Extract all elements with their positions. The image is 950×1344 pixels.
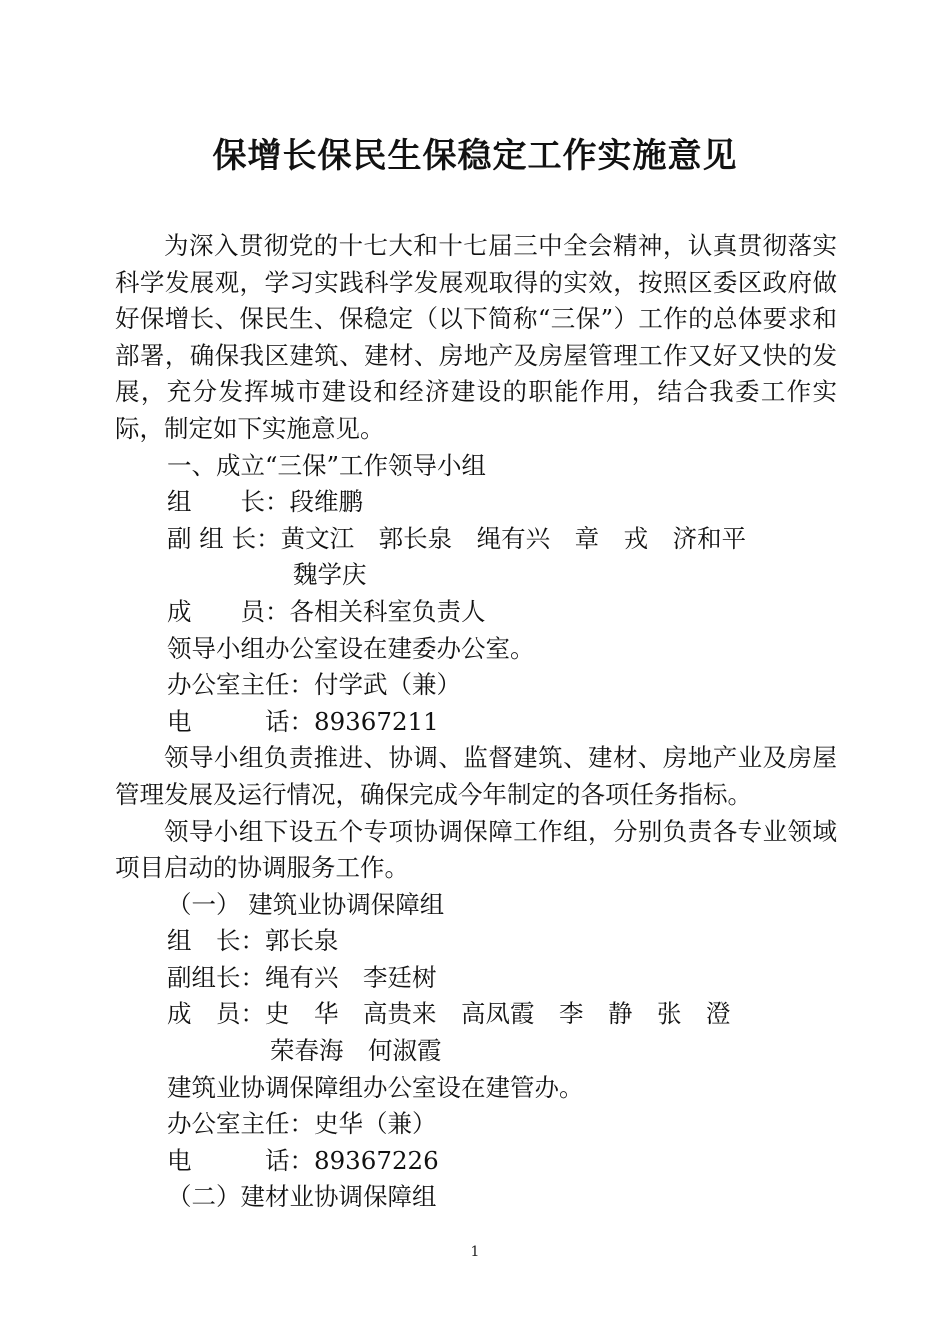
leader-line — [115, 484, 837, 521]
group1-members-label: 成 员： — [167, 999, 265, 1029]
deputy-line-continued: 魏学庆 — [293, 560, 367, 590]
phone-label: 电 话： — [167, 706, 314, 736]
group1-deputy-line — [115, 960, 837, 997]
group1-phone-line — [115, 1143, 837, 1180]
document-body — [115, 228, 837, 1216]
group1-leader-label: 组 长： — [167, 926, 265, 956]
intro-paragraph: 为深入贯彻党的十七大和十七届三中全会精神，认真贯彻落实科学发展观，学习实践科学发展观取得的实效，按照区委区政府做好保增长、保民生、保稳定（以下简称“三保”）工作的总体要求和部署，确保我区建筑、建材、房地产及房屋管理工作又好又快的发展，充分发挥城市建设和经济建设的职能作用，结合我委工作实际，制定如下实施意见。 — [115, 231, 837, 443]
group1-deputy-names: 绳有兴 李廷树 — [265, 962, 437, 992]
group1-deputy-label: 副组长： — [167, 962, 265, 992]
group1-phone-label: 电 话： — [167, 1145, 314, 1175]
phone-line — [115, 704, 837, 741]
group-heading-2: （二）建材业协调保障组 — [167, 1182, 437, 1212]
director-name: 付学武（兼） — [314, 670, 461, 700]
director-line — [115, 667, 837, 704]
document-title: 保增长保民生保稳定工作实施意见 — [212, 136, 738, 176]
group1-office-note: 建筑业协调保障组办公室设在建管办。 — [167, 1072, 584, 1102]
leader-name: 段维鹏 — [289, 487, 363, 517]
group1-members-names: 史 华 高贵来 高凤霞 李 静 张 澄 — [265, 999, 731, 1029]
members-label: 成 员： — [167, 596, 290, 626]
group1-director-name: 史华（兼） — [314, 1109, 437, 1139]
deputy-label: 副 组 长： — [167, 523, 281, 553]
group1-members-line — [115, 996, 837, 1033]
group1-leader-line — [115, 923, 837, 960]
deputy-line — [115, 521, 837, 558]
deputy-names: 黄文江 郭长泉 绳有兴 章 戎 济和平 — [280, 523, 747, 553]
page-number: 1 — [470, 1244, 480, 1260]
phone-number: 89367211 — [314, 706, 439, 736]
group1-members-line-continued: 荣春海 何淑霞 — [270, 1036, 442, 1066]
duty-paragraph: 领导小组负责推进、协调、监督建筑、建材、房地产业及房屋管理发展及运行情况，确保完成今年制定的各项任务指标。 — [115, 743, 837, 809]
group1-phone-number: 89367226 — [314, 1145, 439, 1175]
office-note: 领导小组办公室设在建委办公室。 — [167, 633, 535, 663]
director-label: 办公室主任： — [167, 670, 314, 700]
members-line — [115, 594, 837, 631]
subgroups-paragraph: 领导小组下设五个专项协调保障工作组，分别负责各专业领域项目启动的协调服务工作。 — [115, 816, 837, 883]
members-text: 各相关科室负责人 — [289, 596, 486, 626]
group1-director-label: 办公室主任： — [167, 1109, 314, 1139]
group1-director-line — [115, 1106, 837, 1143]
leader-label: 组 长： — [167, 487, 290, 517]
section-heading-1: 一、成立“三保”工作领导小组 — [167, 450, 487, 480]
group1-leader-name: 郭长泉 — [265, 926, 339, 956]
group-heading-1: （一） 建筑业协调保障组 — [167, 889, 445, 919]
